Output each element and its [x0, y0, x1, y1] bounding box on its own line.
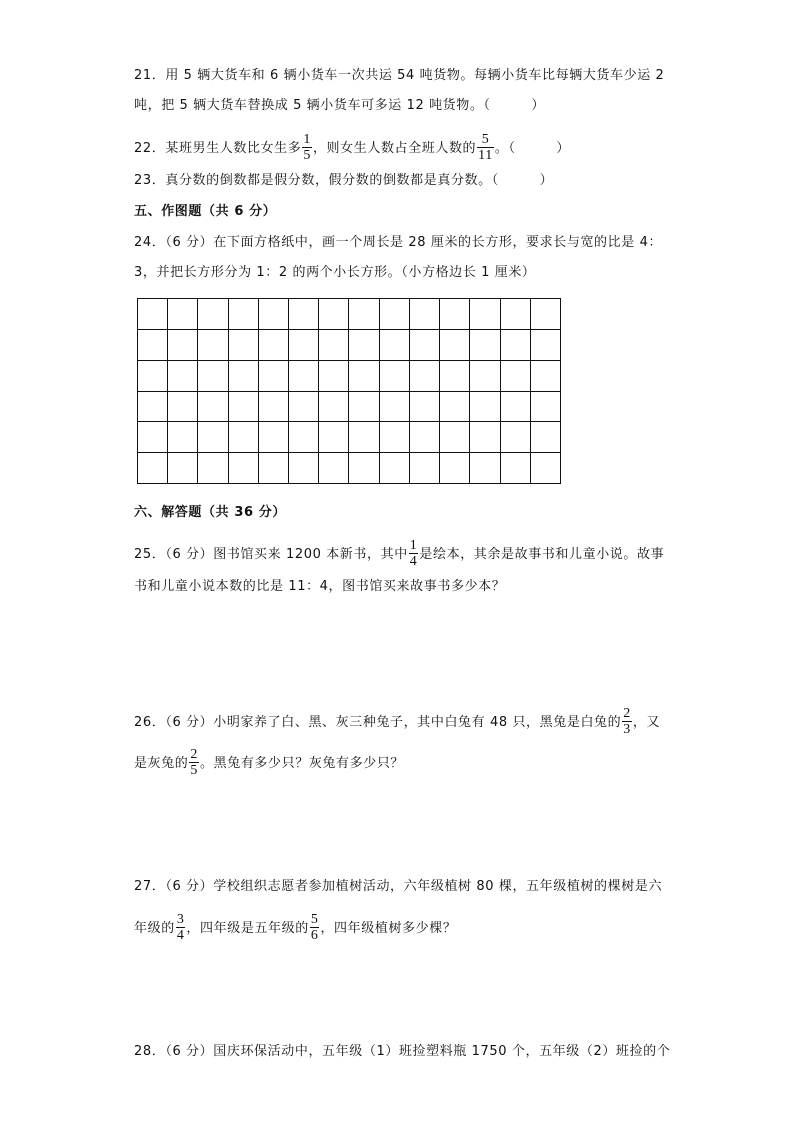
q23-line: 23．真分数的倒数都是假分数，假分数的倒数都是真分数。（ ） — [134, 173, 554, 188]
fraction-one-fifth: $\frac{1}{5}$ — [303, 132, 311, 163]
q25-text-a: 25．（6 分）图书馆买来 1200 本新书，其中 — [134, 547, 408, 562]
fraction-five-sixths: $\frac{5}{6}$ — [310, 912, 319, 943]
q26-text-b: ，又 — [632, 715, 661, 730]
q22-text-b: ，则女生人数占全班人数的 — [312, 141, 477, 156]
q26-text-c: 是灰兔的 — [134, 756, 189, 771]
q26-text-d: 。黑兔有多少只？灰兔有多少只？ — [200, 756, 405, 771]
q27-text-b: ，四年级是五年级的 — [186, 921, 309, 936]
square-grid-paper — [137, 298, 561, 484]
fraction-two-fifths: $\frac{2}{5}$ — [190, 747, 199, 778]
fraction-five-elevenths: $\frac{5}{11}$ — [478, 132, 493, 163]
q26-line-1 — [134, 707, 660, 738]
fraction-three-quarters: $\frac{3}{4}$ — [176, 912, 185, 943]
q27-line-1: 27．（6 分）学校组织志愿者参加植树活动，六年级植树 80 棵，五年级植树的棵树是六 — [134, 879, 663, 894]
q25-line-2: 书和儿童小说本数的比是 11：4，图书馆买来故事书多少本？ — [134, 579, 506, 594]
q22-text-a: 22．某班男生人数比女生多 — [134, 141, 302, 156]
q25-line-1 — [134, 539, 664, 570]
q24-line-2: 3，并把长方形分为 1：2 的两个小长方形。（小方格边长 1 厘米） — [134, 265, 536, 280]
q27-text-a: 年级的 — [134, 921, 175, 936]
q26-line-2 — [134, 748, 404, 779]
section-5-title: 五、作图题（共 6 分） — [134, 204, 277, 219]
fraction-two-thirds: $\frac{2}{3}$ — [623, 706, 631, 737]
q21-line-1: 21．用 5 辆大货车和 6 辆小货车一次共运 54 吨货物。每辆小货车比每辆大货车少运 2 — [134, 68, 665, 83]
q25-text-b: 是绘本，其余是故事书和儿童小说。故事 — [419, 547, 665, 562]
q28-line-1: 28．（6 分）国庆环保活动中，五年级（1）班捡塑料瓶 1750 个，五年级（2）班捡的个 — [134, 1044, 671, 1059]
q24-line-1: 24．（6 分）在下面方格纸中，画一个周长是 28 厘米的长方形，要求长与宽的比是 4： — [134, 235, 663, 250]
q22-text-c: 。（ ） — [494, 141, 570, 156]
q26-text-a: 26．（6 分）小明家养了白、黑、灰三种兔子，其中白兔有 48 只，黑兔是白兔的 — [134, 715, 622, 730]
q22-line — [134, 133, 570, 164]
fraction-one-quarter: $\frac{1}{4}$ — [409, 538, 418, 569]
q21-line-2: 吨，把 5 辆大货车替换成 5 辆小货车可多运 12 吨货物。（ ） — [134, 98, 545, 113]
q27-line-2 — [134, 913, 456, 944]
q27-text-c: ，四年级植树多少棵？ — [320, 921, 457, 936]
section-6-title: 六、解答题（共 36 分） — [134, 505, 286, 520]
